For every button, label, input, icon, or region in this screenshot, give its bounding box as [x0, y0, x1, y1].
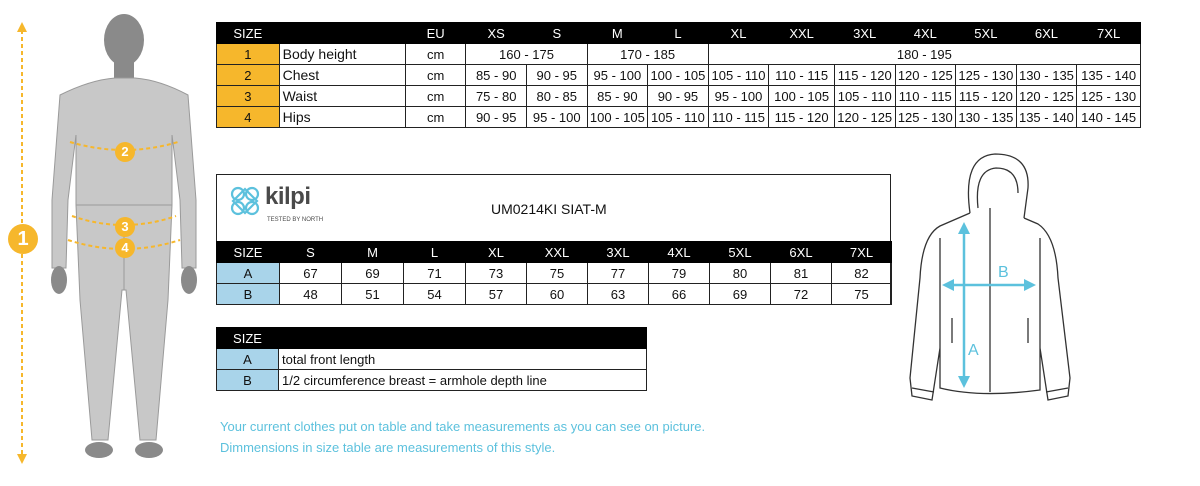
table-header-row	[217, 23, 1141, 44]
product-size-panel	[216, 174, 891, 305]
jacket-label-b: B	[998, 264, 1009, 281]
measurement-legend-table	[216, 327, 647, 391]
product-size-table	[216, 241, 892, 305]
table-row	[217, 107, 1141, 128]
row-label: Waist	[279, 86, 405, 107]
value-cell: 90 - 95	[526, 65, 587, 86]
row-number: 1	[217, 44, 280, 65]
table-row	[217, 65, 1141, 86]
instruction-note: Dimmensions in size table are measurements of this style.	[220, 440, 556, 455]
value-cell: 130 - 135	[1016, 65, 1077, 86]
value-cell: 66	[649, 284, 710, 305]
value-cell: 51	[342, 284, 404, 305]
table-header-row	[217, 328, 647, 349]
header-cell: XL	[466, 242, 527, 263]
value-cell: 75 - 80	[466, 86, 527, 107]
header-cell: 3XL	[834, 23, 895, 44]
value-cell: 115 - 120	[956, 86, 1017, 107]
knot-icon	[227, 183, 263, 219]
value-cell: 160 - 175	[466, 44, 587, 65]
header-cell: XL	[708, 23, 769, 44]
header-cell	[279, 328, 647, 349]
row-key: B	[217, 370, 279, 391]
value-cell: 115 - 120	[769, 107, 835, 128]
value-cell: 73	[466, 263, 527, 284]
header-cell: 3XL	[588, 242, 649, 263]
unit-cell: cm	[405, 86, 466, 107]
table-row	[217, 370, 647, 391]
header-cell: 5XL	[956, 23, 1017, 44]
value-cell: 48	[280, 284, 342, 305]
unit-cell: cm	[405, 107, 466, 128]
hips-marker-label: 4	[121, 240, 129, 255]
header-cell: SIZE	[217, 328, 279, 349]
header-cell: 7XL	[832, 242, 892, 263]
value-cell: 82	[832, 263, 892, 284]
value-cell: 60	[527, 284, 588, 305]
header-cell: EU	[405, 23, 466, 44]
value-cell: 69	[710, 284, 771, 305]
row-label: Chest	[279, 65, 405, 86]
value-cell: 95 - 100	[526, 107, 587, 128]
value-cell: 170 - 185	[587, 44, 708, 65]
value-cell: 100 - 105	[587, 107, 648, 128]
header-cell: S	[280, 242, 342, 263]
row-key: B	[217, 284, 280, 305]
row-number: 2	[217, 65, 280, 86]
value-cell: 77	[588, 263, 649, 284]
height-marker	[8, 224, 38, 254]
header-cell: SIZE	[217, 242, 280, 263]
value-cell: 95 - 100	[708, 86, 769, 107]
value-cell: 110 - 115	[895, 86, 956, 107]
value-cell: 75	[832, 284, 892, 305]
value-cell: 54	[404, 284, 466, 305]
value-cell: 125 - 130	[956, 65, 1017, 86]
jacket-label-a: A	[968, 342, 979, 359]
value-cell: 125 - 130	[895, 107, 956, 128]
value-cell: 100 - 105	[769, 86, 835, 107]
value-cell: 135 - 140	[1077, 65, 1141, 86]
value-cell: 110 - 115	[769, 65, 835, 86]
body-size-table	[216, 22, 1141, 128]
value-cell: 95 - 100	[587, 65, 648, 86]
value-cell: 100 - 105	[648, 65, 709, 86]
value-cell: 135 - 140	[1016, 107, 1077, 128]
table-row	[217, 44, 1141, 65]
value-cell: 110 - 115	[708, 107, 769, 128]
header-cell: M	[342, 242, 404, 263]
value-cell: 105 - 110	[834, 86, 895, 107]
value-cell: 120 - 125	[895, 65, 956, 86]
table-row	[217, 263, 892, 284]
header-cell: XXL	[769, 23, 835, 44]
value-cell: 79	[649, 263, 710, 284]
value-cell: 115 - 120	[834, 65, 895, 86]
header-cell: 6XL	[771, 242, 832, 263]
header-cell: 4XL	[895, 23, 956, 44]
value-cell: 180 - 195	[708, 44, 1140, 65]
instruction-note: Your current clothes put on table and take measurements as you can see on picture.	[220, 419, 706, 434]
table-header-row	[217, 242, 892, 263]
header-cell: M	[587, 23, 648, 44]
value-cell: 90 - 95	[466, 107, 527, 128]
height-marker-label: 1	[17, 228, 29, 250]
product-code: UM0214KI SIAT-M	[491, 201, 607, 217]
value-cell: 130 - 135	[956, 107, 1017, 128]
waist-marker	[115, 217, 135, 237]
value-cell: 67	[280, 263, 342, 284]
value-cell: 57	[466, 284, 527, 305]
value-cell: 72	[771, 284, 832, 305]
chest-marker	[115, 142, 135, 162]
brand-tagline: TESTED BY NORTH	[267, 217, 324, 223]
waist-marker-label: 3	[121, 219, 129, 234]
legend-text: 1/2 circumference breast = armhole depth line	[279, 370, 647, 391]
row-label: Body height	[279, 44, 405, 65]
legend-text: total front length	[279, 349, 647, 370]
brand-logo	[227, 181, 337, 233]
table-row	[217, 284, 892, 305]
header-cell: L	[648, 23, 709, 44]
header-cell: 6XL	[1016, 23, 1077, 44]
table-row	[217, 86, 1141, 107]
header-cell: XS	[466, 23, 527, 44]
value-cell: 69	[342, 263, 404, 284]
header-cell: 5XL	[710, 242, 771, 263]
value-cell: 120 - 125	[1016, 86, 1077, 107]
brand-name: kilpi	[265, 183, 311, 210]
value-cell: 120 - 125	[834, 107, 895, 128]
value-cell: 140 - 145	[1077, 107, 1141, 128]
row-key: A	[217, 263, 280, 284]
chest-marker-label: 2	[121, 144, 129, 159]
value-cell: 81	[771, 263, 832, 284]
hips-marker	[115, 238, 135, 258]
table-row	[217, 349, 647, 370]
header-cell: 7XL	[1077, 23, 1141, 44]
value-cell: 85 - 90	[466, 65, 527, 86]
value-cell: 80 - 85	[526, 86, 587, 107]
row-key: A	[217, 349, 279, 370]
row-label: Hips	[279, 107, 405, 128]
value-cell: 90 - 95	[648, 86, 709, 107]
value-cell: 80	[710, 263, 771, 284]
header-cell: L	[404, 242, 466, 263]
header-cell: XXL	[527, 242, 588, 263]
value-cell: 71	[404, 263, 466, 284]
row-number: 3	[217, 86, 280, 107]
value-cell: 85 - 90	[587, 86, 648, 107]
value-cell: 75	[527, 263, 588, 284]
value-cell: 105 - 110	[708, 65, 769, 86]
header-cell: S	[526, 23, 587, 44]
unit-cell: cm	[405, 65, 466, 86]
value-cell: 105 - 110	[648, 107, 709, 128]
value-cell: 125 - 130	[1077, 86, 1141, 107]
jacket-figure	[900, 148, 1080, 418]
value-cell: 63	[588, 284, 649, 305]
row-number: 4	[217, 107, 280, 128]
unit-cell: cm	[405, 44, 466, 65]
header-cell: 4XL	[649, 242, 710, 263]
header-cell	[279, 23, 405, 44]
header-cell: SIZE	[217, 23, 280, 44]
